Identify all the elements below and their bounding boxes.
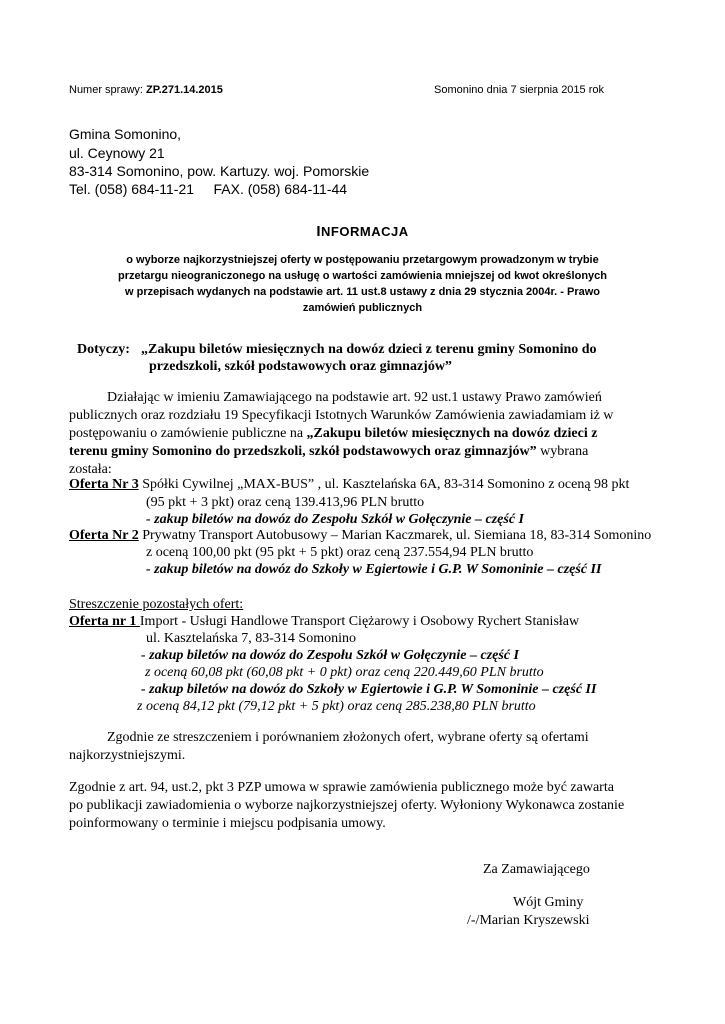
signature-line-2: Wójt Gminy xyxy=(513,895,584,910)
offer-3-label: Oferta Nr 3 xyxy=(69,477,139,492)
intro-line-1: Działając w imieniu Zamawiającego na podstawie art. 92 ust.1 ustawy Prawo zamówień xyxy=(107,390,602,405)
document-title xyxy=(0,223,725,240)
signature-line-3: /-/Marian Kryszewski xyxy=(467,913,590,928)
conclusion-line-2: najkorzystniejszymi. xyxy=(69,748,186,763)
case-number: ZP.271.14.2015 xyxy=(146,84,223,96)
title-rest: NFORMACJA xyxy=(321,224,409,239)
case-number-line xyxy=(69,84,223,96)
summary-offer-line-1 xyxy=(69,614,579,630)
summary-offer-line-6: z oceną 84,12 pkt (79,12 pkt + 5 pkt) oraz ceną 285.238,80 PLN brutto xyxy=(137,699,536,714)
offer-2-line-2: z oceną 100,00 pkt (95 pkt + 5 pkt) oraz ceną 237.554,94 PLN brutto xyxy=(146,545,534,560)
subtitle-line-2: przetargu nieograniczonego na usługę o wartości zamówienia mniejszej od kwot określonych xyxy=(118,270,607,282)
offer-3-line-1 xyxy=(69,477,629,493)
contract-line-1: Zgodnie z art. 94, ust.2, pkt 3 PZP umowa w sprawie zamówienia publicznego może być zawarta xyxy=(69,780,614,795)
subject-line-1: „Zakupu biletów miesięcznych na dowóz dzieci z terenu gminy Somonino do xyxy=(141,342,597,357)
subject-line-2: przedszkoli, szkół podstawowych oraz gimnazjów” xyxy=(149,359,452,374)
intro-line-5: została: xyxy=(69,462,112,477)
offer-3-line-3: - zakup biletów na dowóz do Zespołu Szkół w Gołęczynie – część I xyxy=(146,512,525,527)
conclusion-line-1: Zgodnie ze streszczeniem i porównaniem złożonych ofert, wybrane oferty są ofertami xyxy=(107,730,589,745)
intro-line-3-plain: postępowaniu o zamówienie publiczne na xyxy=(69,426,307,441)
summary-offer-company: Import - Usługi Handlowe Transport Ciężarowy i Osobowy Rychert Stanisław xyxy=(139,614,580,629)
summary-offer-label: Oferta nr 1 xyxy=(69,614,140,629)
intro-line-2: publicznych oraz rozdziału 19 Specyfikacji Istotnych Warunków Zamówienia zawiadamiam iż w xyxy=(69,408,614,423)
subtitle-line-4: zamówień publicznych xyxy=(302,302,423,314)
place-date: Somonino dnia 7 sierpnia 2015 rok xyxy=(434,84,605,96)
intro-line-3 xyxy=(69,426,597,442)
summary-offer-line-2: ul. Kasztelańska 7, 83-314 Somonino xyxy=(146,631,356,646)
contract-line-2: po publikacji zawiadomienia o wyborze najkorzystniejszej oferty. Wyłoniony Wykonawca zostanie xyxy=(69,798,625,813)
address-line-4: Tel. (058) 684-11-21 FAX. (058) 684-11-44 xyxy=(69,181,348,197)
offer-2-label: Oferta Nr 2 xyxy=(69,528,139,543)
offer-3-line-2: (95 pkt + 3 pkt) oraz ceną 139.413,96 PLN brutto xyxy=(146,495,425,510)
summary-offer-line-4: z oceną 60,08 pkt (60,08 pkt + 0 pkt) oraz ceną 220.449,60 PLN brutto xyxy=(145,665,544,680)
offer-2-company: Prywatny Transport Autobusowy – Marian Kaczmarek, ul. Siemiana 18, 83-314 Somonino xyxy=(138,528,652,543)
summary-offer-line-3: - zakup biletów na dowóz do Zespołu Szkół w Gołęczynie – część I xyxy=(141,648,520,663)
subtitle-line-3: w przepisach wydanych na podstawie art. 11 ust.8 ustawy z dnia 29 stycznia 2004r. - Prawo xyxy=(124,286,600,298)
summary-heading: Streszczenie pozostałych ofert: xyxy=(69,597,244,612)
subject-label: Dotyczy: xyxy=(77,342,130,357)
intro-line-4-plain: wybrana xyxy=(536,444,589,459)
address-line-1: Gmina Somonino, xyxy=(69,126,182,142)
signature-line-1: Za Zamawiającego xyxy=(483,862,590,877)
offer-3-company: Spółki Cywilnej „MAX-BUS” , ul. Kasztelańska 6A, 83-314 Somonino z oceną 98 pkt xyxy=(138,477,630,492)
offer-2-line-1 xyxy=(69,528,651,544)
offer-2-line-3: - zakup biletów na dowóz do Szkoły w Egiertowie i G.P. W Somoninie – część II xyxy=(146,562,602,577)
address-line-2: ul. Ceynowy 21 xyxy=(69,145,165,161)
title-first-letter: I xyxy=(316,223,322,240)
address-line-3: 83-314 Somonino, pow. Kartuzy. woj. Pomorskie xyxy=(69,163,370,179)
intro-line-4-bold: terenu gminy Somonino do przedszkoli, szkół podstawowych oraz gimnazjów” xyxy=(69,444,537,459)
contract-line-3: poinformowany o terminie i miejscu podpisania umowy. xyxy=(69,816,386,831)
intro-line-3-bold: „Zakupu biletów miesięcznych na dowóz dzieci z xyxy=(306,426,598,441)
subtitle-line-1: o wyborze najkorzystniejszej oferty w postępowaniu przetargowym prowadzonym w trybie xyxy=(126,254,599,266)
case-label: Numer sprawy: xyxy=(69,84,147,96)
summary-offer-line-5: - zakup biletów na dowóz do Szkoły w Egiertowie i G.P. W Somoninie – część II xyxy=(141,682,597,697)
intro-line-4 xyxy=(69,444,588,460)
